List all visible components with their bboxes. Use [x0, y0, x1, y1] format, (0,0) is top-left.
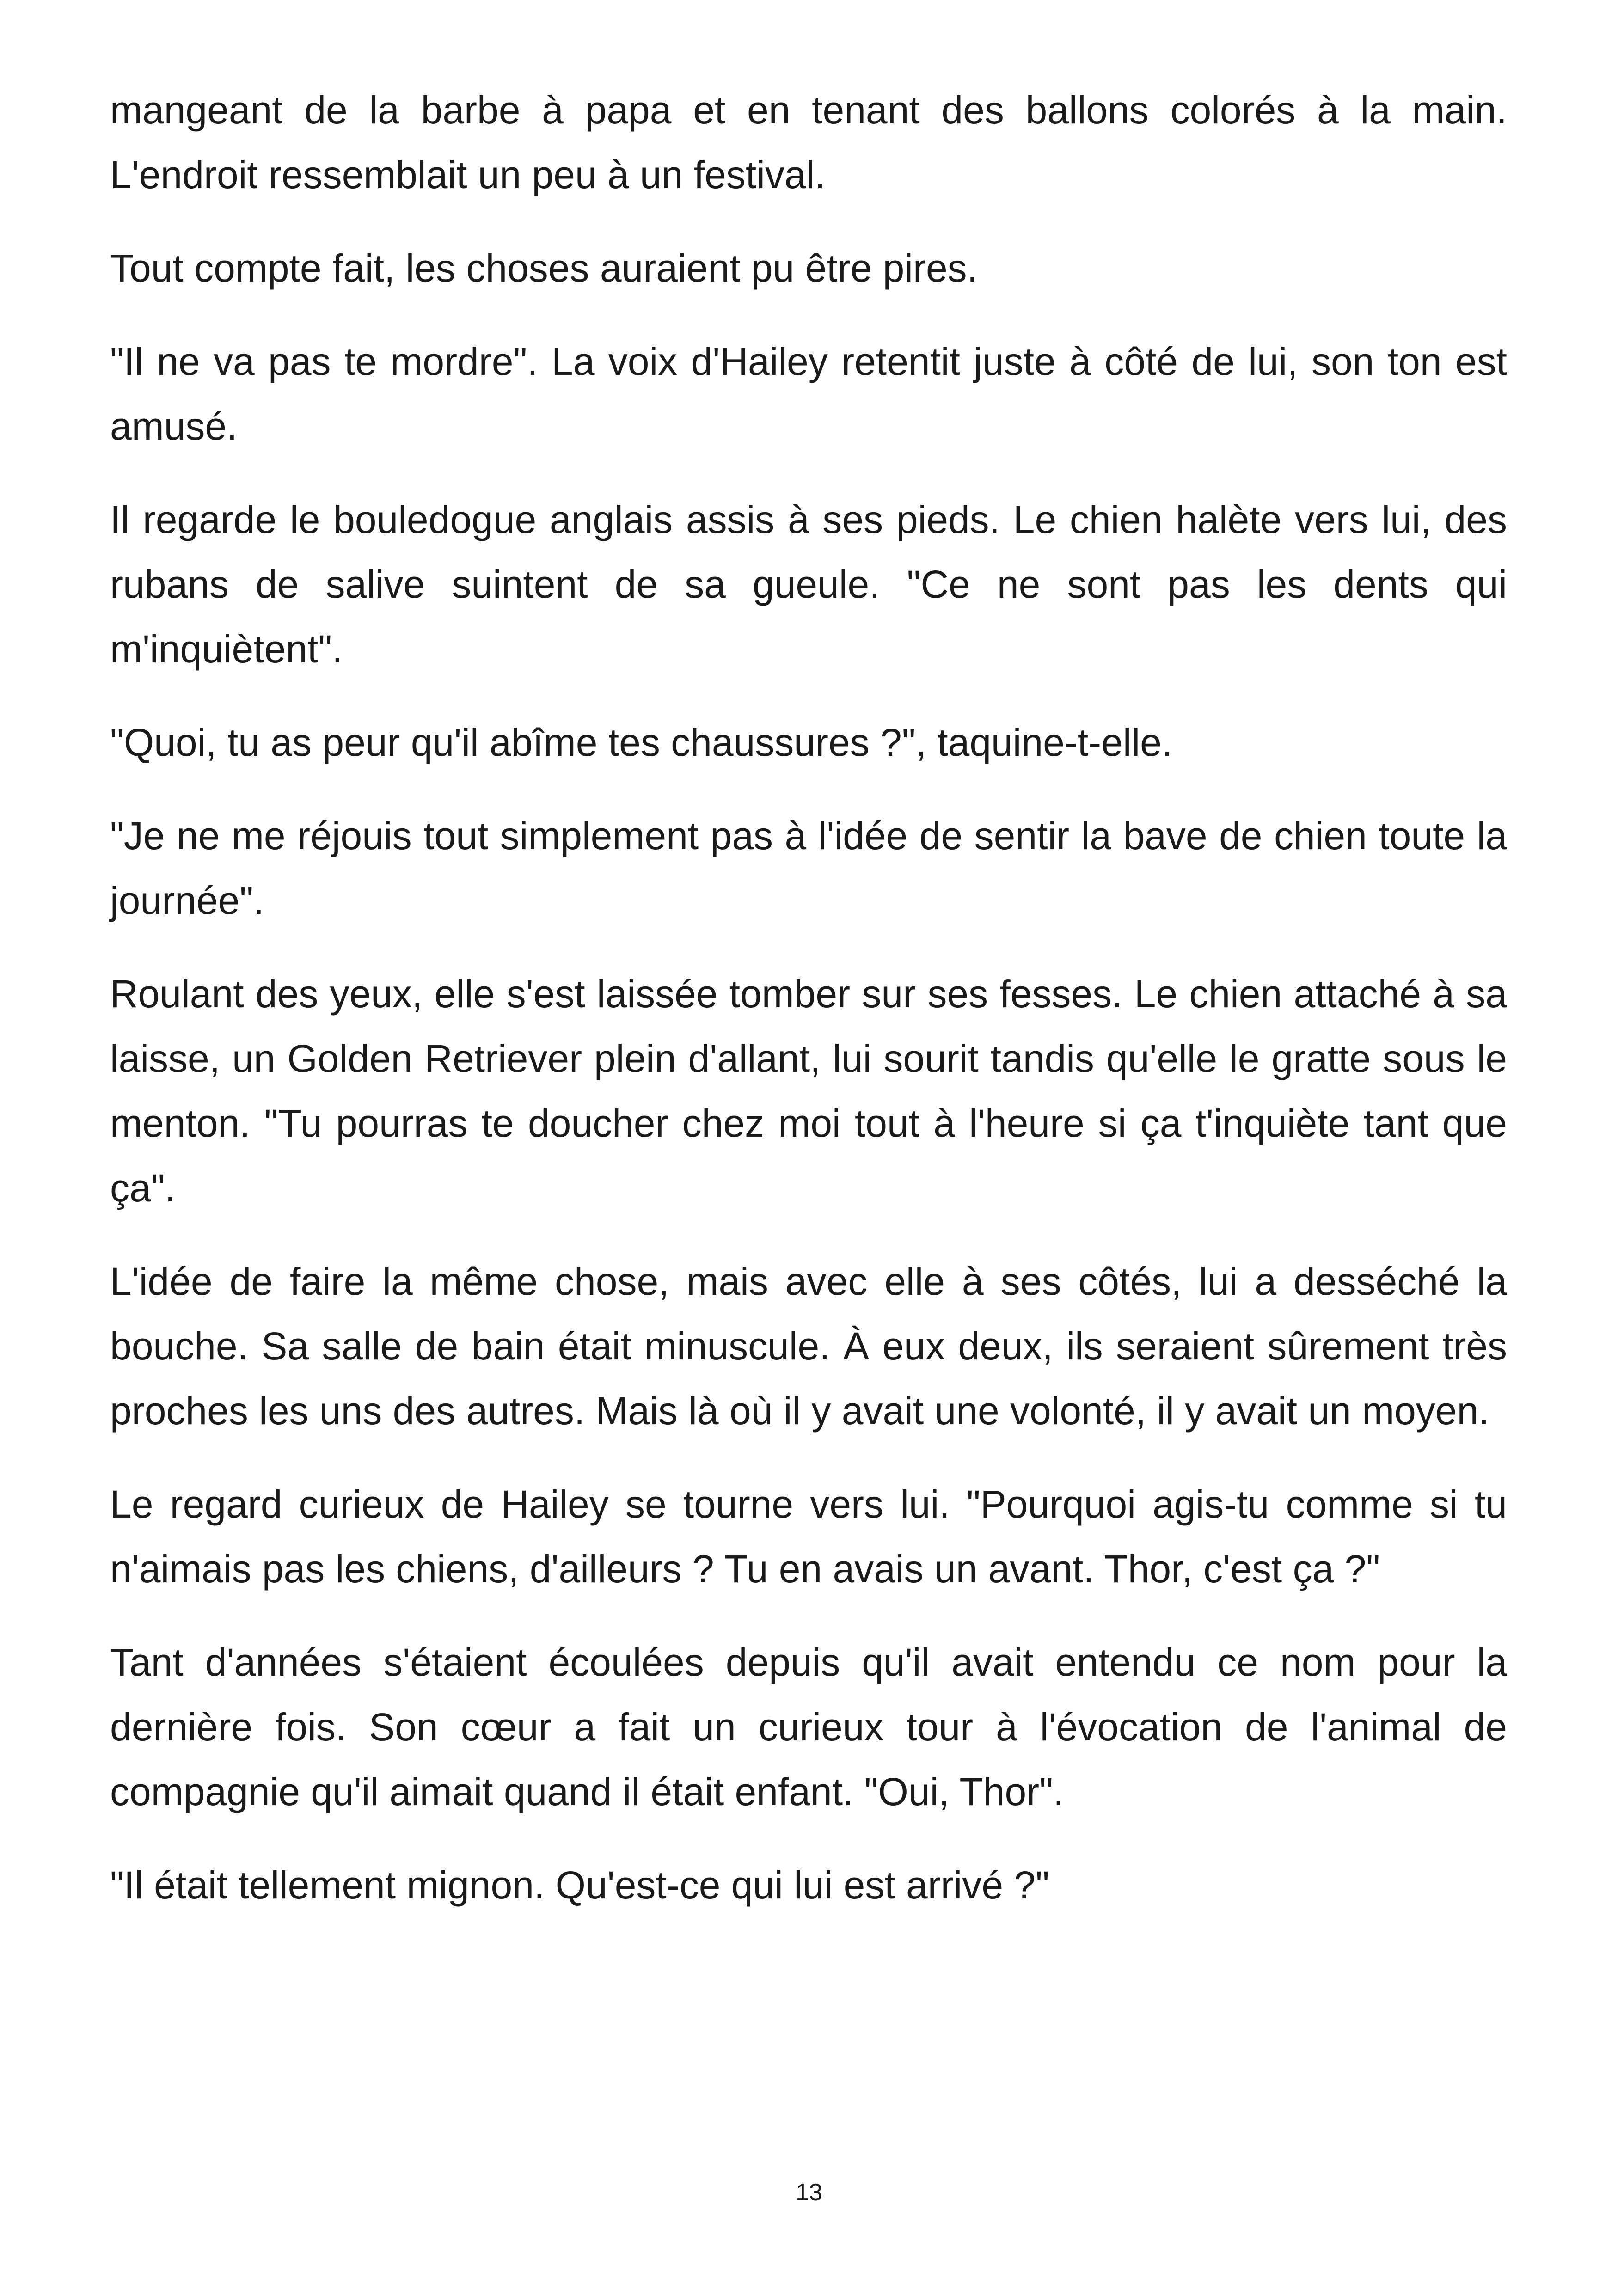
- paragraph: Tant d'années s'étaient écoulées depuis qu'il avait entendu ce nom pour la dernière fois. Son cœur a fait un curieux tour à l'évocation de l'animal de compagnie qu'il aimait quand il était enfant. "Oui, Thor".: [110, 1641, 1507, 1813]
- page-number: 13: [796, 2179, 822, 2206]
- body-text: [110, 78, 1507, 1946]
- paragraph: "Quoi, tu as peur qu'il abîme tes chaussures ?", taquine-t-elle.: [110, 721, 1173, 764]
- paragraph: "Il était tellement mignon. Qu'est-ce qui lui est arrivé ?": [110, 1863, 1049, 1907]
- paragraph: "Il ne va pas te mordre". La voix d'Hailey retentit juste à côté de lui, son ton est amusé.: [110, 340, 1507, 448]
- paragraph: Roulant des yeux, elle s'est laissée tomber sur ses fesses. Le chien attaché à sa laisse, un Golden Retriever plein d'allant, lui sourit tandis qu'elle le gratte sous le menton. "Tu pourras te doucher chez moi tout à l'heure si ça t'inquiète tant que ça".: [110, 972, 1507, 1210]
- paragraph: Le regard curieux de Hailey se tourne vers lui. "Pourquoi agis-tu comme si tu n'aimais pas les chiens, d'ailleurs ? Tu en avais un avant. Thor, c'est ça ?": [110, 1482, 1507, 1591]
- paragraph: "Je ne me réjouis tout simplement pas à l'idée de sentir la bave de chien toute la journée".: [110, 814, 1507, 922]
- paragraph: mangeant de la barbe à papa et en tenant des ballons colorés à la main. L'endroit ressemblait un peu à un festival.: [110, 88, 1507, 196]
- paragraph: Tout compte fait, les choses auraient pu être pires.: [110, 246, 978, 290]
- paragraph: Il regarde le bouledogue anglais assis à ses pieds. Le chien halète vers lui, des rubans de salive suintent de sa gueule. "Ce ne sont pas les dents qui m'inquiètent".: [110, 498, 1507, 671]
- paragraph: L'idée de faire la même chose, mais avec elle à ses côtés, lui a desséché la bouche. Sa salle de bain était minuscule. À eux deux, ils seraient sûrement très proches les uns des autres. Mais là où il y avait une volonté, il y avait un moyen.: [110, 1260, 1507, 1433]
